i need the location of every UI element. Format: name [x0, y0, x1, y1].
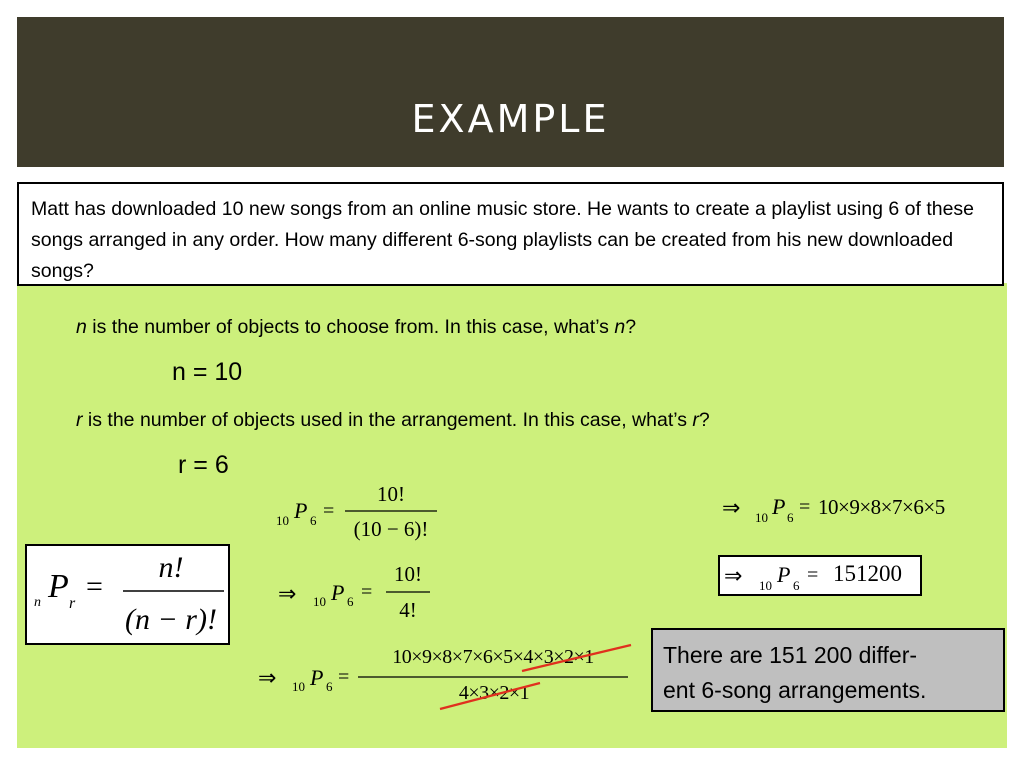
formula-main: P [48, 568, 69, 605]
n-question-var: n [76, 316, 87, 338]
formula-eq: = [86, 570, 103, 603]
step5-rhs: 151200 [833, 561, 902, 586]
step5-pre-sub: 10 [759, 578, 772, 593]
numerator-strike-line [522, 645, 631, 671]
step4-main: P [772, 494, 786, 519]
step4-pre-sub: 10 [755, 510, 768, 525]
r-question-text: is the number of objects used in the arrangement. In this case, what’s [82, 409, 693, 431]
step3-arrow: ⇒ [258, 665, 277, 690]
denominator-strike-line [440, 683, 540, 709]
step1-main: P [294, 498, 308, 523]
formula-numerator: n! [158, 551, 184, 584]
step1-eq: = [323, 500, 335, 522]
step4-rhs: 10×9×8×7×6×5 [818, 495, 945, 519]
step3-denominator: 4×3×2×1 [458, 682, 530, 704]
step5-eq: = [807, 564, 819, 586]
n-question-tail: ? [625, 316, 637, 338]
n-answer: n = 10 [172, 358, 243, 386]
step2-pre-sub: 10 [313, 594, 326, 609]
conclusion-line-2: ent 6-song arrangements. [663, 677, 927, 703]
step3-eq: = [338, 666, 350, 688]
step5-arrow: ⇒ [724, 563, 743, 588]
step2-main: P [331, 580, 345, 605]
step2-denominator: 4! [399, 598, 417, 622]
r-question-var2: r [692, 409, 699, 431]
step2-arrow: ⇒ [278, 581, 297, 606]
step3-pre-sub: 10 [292, 679, 305, 694]
r-question-var: r [76, 409, 83, 431]
step2-eq: = [361, 581, 373, 603]
step5-main: P [777, 562, 791, 587]
step4-eq: = [799, 496, 811, 518]
formula-pre-sub: n [34, 595, 41, 610]
step3-sub: 6 [326, 679, 333, 694]
step4-sub: 6 [787, 510, 794, 525]
step1-sub: 6 [310, 513, 317, 528]
problem-statement: Matt has downloaded 10 new songs from an online music store. He wants to create a playlist using 6 of these songs arranged in any order. How many different 6-song playlists can be created from his new downloaded songs? [17, 182, 1004, 286]
r-question-tail: ? [698, 409, 710, 431]
step3-numerator: 10×9×8×7×6×5×4×3×2×1 [392, 646, 594, 668]
r-answer: r = 6 [178, 451, 229, 479]
conclusion-line-1: There are 151 200 differ- [663, 642, 918, 668]
step1-denominator: (10 − 6)! [353, 517, 429, 541]
slide-title: EXAMPLE [411, 97, 610, 141]
step4-arrow: ⇒ [722, 495, 741, 520]
formula-denominator: (n − r)! [125, 603, 217, 636]
step5-sub: 6 [793, 578, 800, 593]
step2-sub: 6 [347, 594, 354, 609]
n-question-text: is the number of objects to choose from. In this case, what’s [86, 316, 615, 338]
step1-numerator: 10! [377, 482, 405, 506]
step2-numerator: 10! [394, 562, 422, 586]
formula-sub: r [69, 595, 76, 612]
step1-pre-sub: 10 [276, 513, 289, 528]
n-question-var2: n [614, 316, 626, 338]
step3-main: P [310, 665, 324, 690]
